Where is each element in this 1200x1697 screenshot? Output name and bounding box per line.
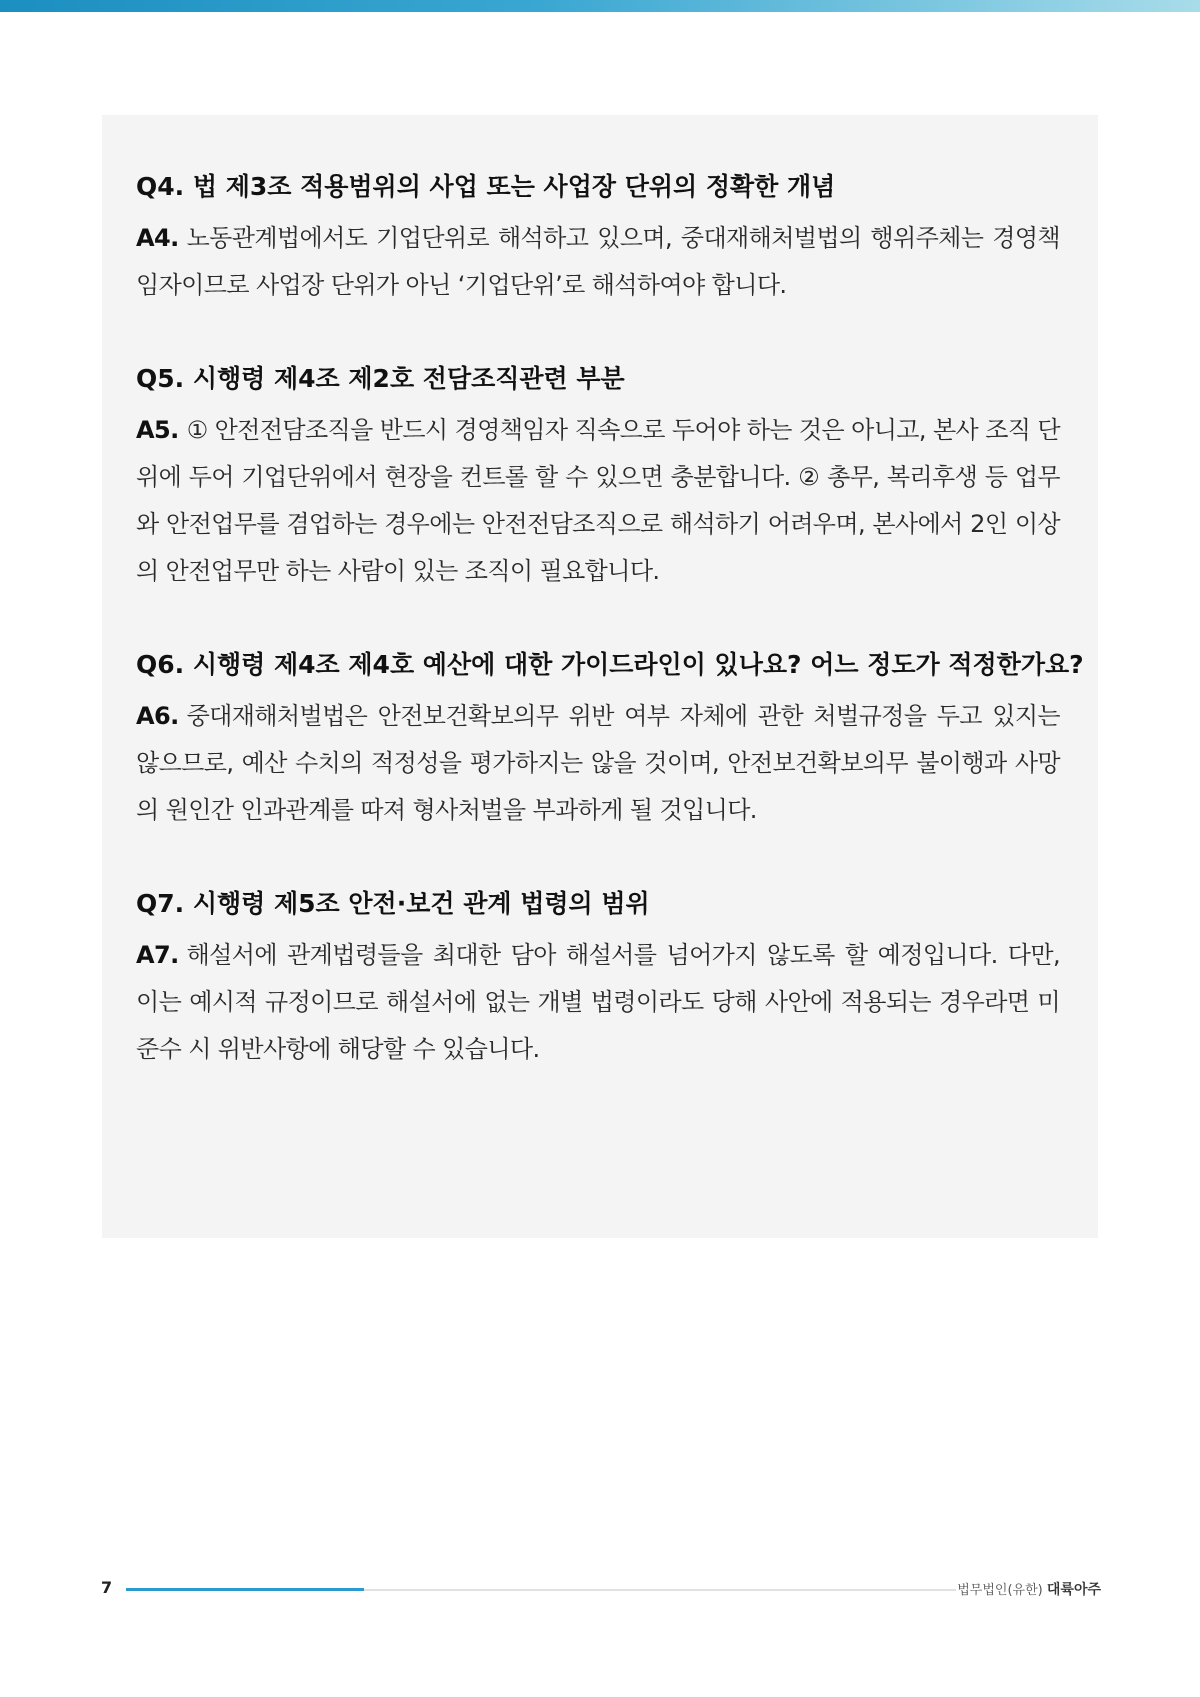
answer-text-block — [136, 215, 1060, 309]
answer-text-block — [136, 407, 1060, 595]
qa-item-q5 — [136, 359, 1060, 595]
qa-panel — [102, 115, 1098, 1238]
top-accent-bar — [0, 0, 1200, 12]
answer-text-block — [136, 932, 1060, 1073]
question-title: Q4. 법 제3조 적용범위의 사업 또는 사업장 단위의 정확한 개념 — [136, 172, 836, 201]
qa-item-q4 — [136, 167, 1060, 309]
page-footer — [0, 1576, 1200, 1606]
question-title: Q7. 시행령 제5조 안전·보건 관계 법령의 범위 — [136, 889, 650, 918]
answer-body: 중대재해처벌법은 안전보건확보의무 위반 여부 자체에 관한 처벌규정을 두고 있지는 않으므로, 예산 수치의 적정성을 평가하지는 않을 것이며, 안전보건확보의무 불이행과 사망의 원인간 인과관계를 따져 형사처벌을 부과하게 될 것입니다. — [136, 702, 1060, 824]
firm-name — [957, 1579, 1101, 1599]
qa-item-q6 — [136, 645, 1084, 834]
footer-divider-accent — [126, 1588, 364, 1591]
answer-label: A5. — [136, 416, 179, 444]
firm-prefix: 법무법인(유한) — [957, 1583, 1043, 1598]
answer-label: A7. — [136, 941, 179, 969]
answer-body: 해설서에 관계법령들을 최대한 담아 해설서를 넘어가지 않도록 할 예정입니다. 다만, 이는 예시적 규정이므로 해설서에 없는 개별 법령이라도 당해 사안에 적용되는 경우라면 미준수 시 위반사항에 해당할 수 있습니다. — [136, 941, 1060, 1063]
question-title: Q5. 시행령 제4조 제2호 전담조직관련 부분 — [136, 364, 625, 393]
qa-item-q7 — [136, 884, 1060, 1073]
answer-label: A6. — [136, 702, 179, 730]
firm-brand: 대륙아주 — [1046, 1582, 1101, 1598]
page-number: 7 — [101, 1578, 113, 1597]
answer-label: A4. — [136, 224, 179, 252]
question-title: Q6. 시행령 제4조 제4호 예산에 대한 가이드라인이 있나요? 어느 정도가 적정한가요? — [136, 650, 1084, 679]
answer-body: 노동관계법에서도 기업단위로 해석하고 있으며, 중대재해처벌법의 행위주체는 경영책임자이므로 사업장 단위가 아닌 ‘기업단위’로 해석하여야 합니다. — [136, 224, 1060, 299]
answer-text-block — [136, 693, 1060, 834]
answer-body: ① 안전전담조직을 반드시 경영책임자 직속으로 두어야 하는 것은 아니고, 본사 조직 단위에 두어 기업단위에서 현장을 컨트롤 할 수 있으면 충분합니다. ② 총무, 복리후생 등 업무와 안전업무를 겸업하는 경우에는 안전전담조직으로 해석하기 어려우며, 본사에서 2인 이상의 안전업무만 하는 사람이 있는 조직이 필요합니다. — [136, 416, 1060, 585]
